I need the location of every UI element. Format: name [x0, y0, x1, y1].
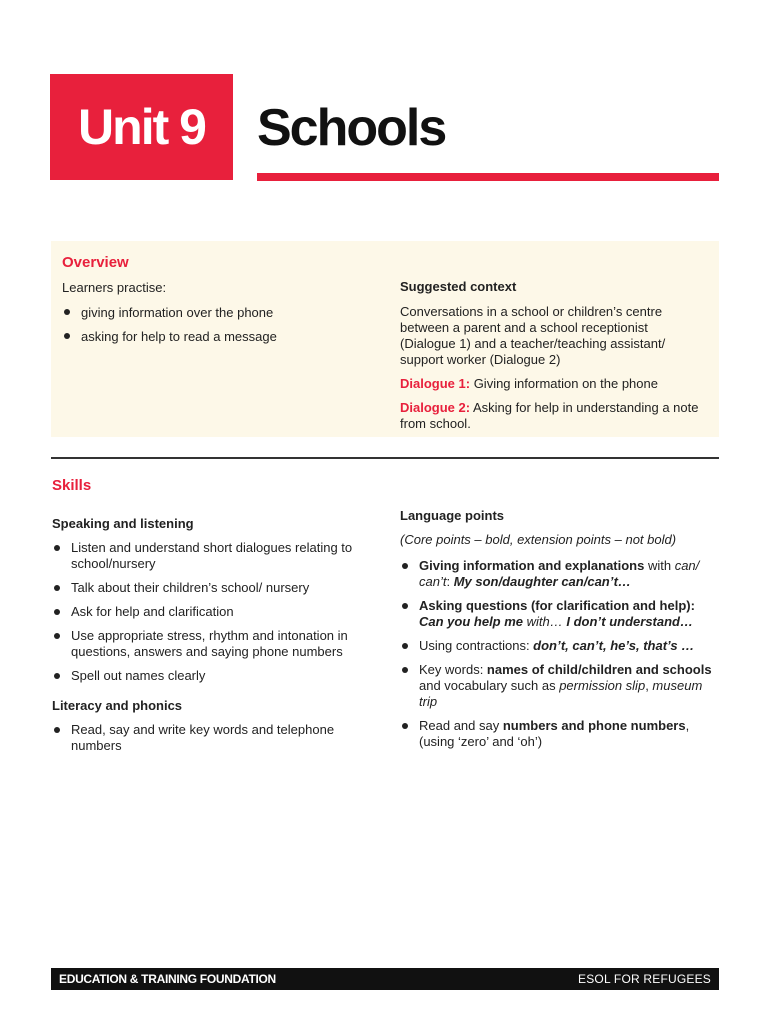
dialogue-2-label: Dialogue 2:: [400, 400, 471, 415]
dialogue-1-label: Dialogue 1:: [400, 376, 471, 391]
lp-text: Read and say: [419, 718, 503, 733]
literacy-list: [52, 722, 377, 754]
footer-programme: ESOL FOR REFUGEES: [578, 972, 711, 986]
list-item: [400, 718, 720, 750]
language-note: (Core points – bold, extension points – not bold): [400, 532, 677, 547]
dialogue-1: [400, 376, 700, 392]
lp-bold: Asking questions (for clarification and help):: [419, 598, 695, 613]
lp-text: and vocabulary such as: [419, 678, 560, 693]
page-title: Schools: [257, 99, 446, 157]
lp-bold-italic: My son/daughter can/can’t…: [453, 574, 631, 589]
list-item: Spell out names clearly: [52, 668, 377, 684]
lp-bold-italic: Can you help me: [419, 614, 524, 629]
lp-text: Key words:: [419, 662, 487, 677]
list-item: Ask for help and clarification: [52, 604, 377, 620]
skills-left-column: [52, 516, 377, 762]
lp-text: Using contractions:: [419, 638, 534, 653]
footer-bar: [51, 968, 719, 990]
lp-text: with: [644, 558, 675, 573]
lp-text: :: [446, 574, 454, 589]
lp-text: , (using ‘zero’ and ‘oh’): [419, 718, 690, 749]
speaking-list: [52, 540, 377, 684]
dialogue-2-text: Asking for help in understanding a note from school.: [400, 400, 699, 431]
overview-heading: Overview: [62, 254, 129, 271]
dialogue-1-text: Giving information on the phone: [470, 376, 658, 391]
overview-panel: [51, 241, 719, 437]
language-heading: Language points: [400, 508, 504, 523]
lp-italic: museum trip: [419, 678, 703, 709]
title-underline: [257, 173, 719, 181]
lp-bold-italic: I don’t understand…: [566, 614, 693, 629]
overview-learners: [62, 279, 382, 352]
list-item: Talk about their children’s school/ nursery: [52, 580, 377, 596]
list-item: asking for help to read a message: [62, 328, 382, 345]
section-divider: [51, 457, 719, 459]
list-item: [400, 662, 720, 710]
list-item: [400, 638, 720, 654]
list-item: Listen and understand short dialogues relating to school/nursery: [52, 540, 377, 572]
lp-italic: permission slip: [559, 678, 646, 693]
list-item: [400, 558, 720, 590]
lp-bold: names of child/children and schools: [486, 662, 712, 677]
learners-intro: Learners practise:: [62, 280, 167, 295]
lp-bold: Giving information and explanations: [419, 558, 645, 573]
unit-number-box: [50, 74, 233, 180]
dialogue-2: [400, 400, 700, 432]
speaking-heading: Speaking and listening: [52, 516, 194, 531]
lp-italic: with…: [523, 614, 567, 629]
list-item: giving information over the phone: [62, 304, 382, 321]
list-item: Read, say and write key words and telephone numbers: [52, 722, 377, 754]
context-text: Conversations in a school or children’s centre between a parent and a school receptionist (Dialogue 1) and a teacher/teaching assistant/ support worker (Dialogue 2): [400, 304, 666, 367]
literacy-heading: Literacy and phonics: [52, 698, 183, 713]
context-heading: Suggested context: [400, 279, 517, 294]
list-item: [400, 598, 720, 630]
lp-bold-italic: don’t, can’t, he’s, that’s …: [533, 638, 695, 653]
lp-italic: can/ can’t: [419, 558, 700, 589]
overview-context: [400, 279, 700, 432]
skills-right-column: [400, 508, 720, 758]
learners-list: [62, 304, 382, 345]
skills-heading: Skills: [52, 477, 92, 494]
footer-org: EDUCATION & TRAINING FOUNDATION: [59, 972, 276, 986]
lp-bold: numbers and phone numbers: [502, 718, 686, 733]
language-list: [400, 558, 720, 750]
list-item: Use appropriate stress, rhythm and intonation in questions, answers and saying phone numbers: [52, 628, 377, 660]
unit-number: Unit 9: [78, 99, 205, 155]
lp-text: ,: [645, 678, 653, 693]
